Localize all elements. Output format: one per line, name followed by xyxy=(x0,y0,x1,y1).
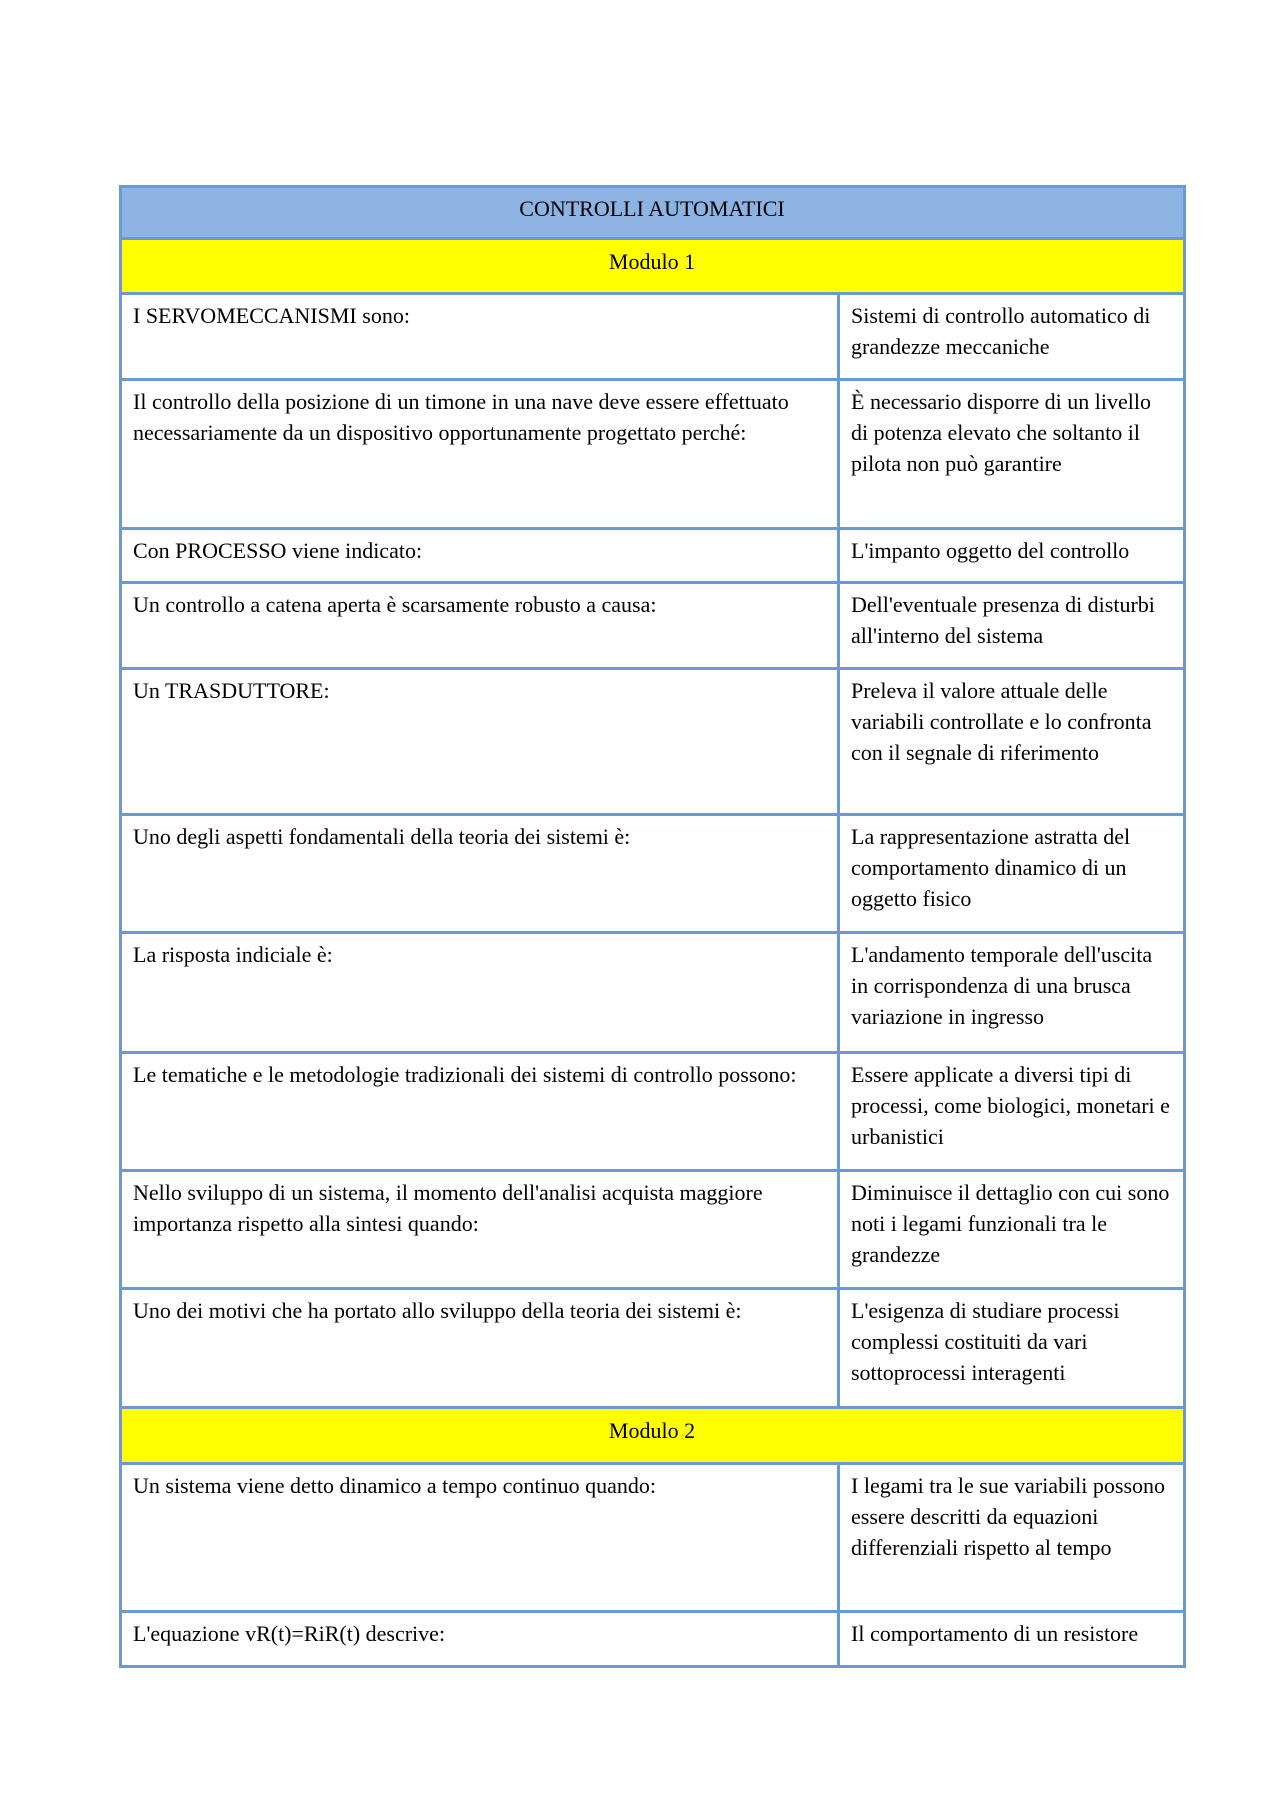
module-header: Modulo 1 xyxy=(121,239,1185,294)
table-row xyxy=(121,583,1185,669)
table-row xyxy=(121,933,1185,1053)
table-row xyxy=(121,529,1185,583)
module-header: Modulo 2 xyxy=(121,1408,1185,1464)
question-cell: Un TRASDUTTORE: xyxy=(121,669,839,815)
table-row xyxy=(121,1464,1185,1612)
table-row xyxy=(121,1171,1185,1289)
table-row xyxy=(121,1289,1185,1408)
title-row xyxy=(121,187,1185,239)
table-row xyxy=(121,815,1185,933)
table-row xyxy=(121,1612,1185,1667)
answer-cell: Sistemi di controllo automatico di grandezze meccaniche xyxy=(839,294,1185,380)
answer-cell: La rappresentazione astratta del comportamento dinamico di un oggetto fisico xyxy=(839,815,1185,933)
table-row xyxy=(121,294,1185,380)
question-cell: L'equazione vR(t)=RiR(t) descrive: xyxy=(121,1612,839,1667)
answer-cell: È necessario disporre di un livello di potenza elevato che soltanto il pilota non può garantire xyxy=(839,380,1185,529)
question-cell: Uno degli aspetti fondamentali della teoria dei sistemi è: xyxy=(121,815,839,933)
table-row xyxy=(121,380,1185,529)
answer-cell: Essere applicate a diversi tipi di processi, come biologici, monetari e urbanistici xyxy=(839,1053,1185,1171)
answer-cell: L'esigenza di studiare processi complessi costituiti da vari sottoprocessi interagenti xyxy=(839,1289,1185,1408)
answer-cell: I legami tra le sue variabili possono essere descritti da equazioni differenziali rispetto al tempo xyxy=(839,1464,1185,1612)
module-row xyxy=(121,1408,1185,1464)
answer-cell: Dell'eventuale presenza di disturbi all'interno del sistema xyxy=(839,583,1185,669)
question-cell: Nello sviluppo di un sistema, il momento dell'analisi acquista maggiore importanza rispetto alla sintesi quando: xyxy=(121,1171,839,1289)
table-row xyxy=(121,669,1185,815)
answer-cell: Il comportamento di un resistore xyxy=(839,1612,1185,1667)
table-row xyxy=(121,1053,1185,1171)
question-cell: Le tematiche e le metodologie tradizionali dei sistemi di controllo possono: xyxy=(121,1053,839,1171)
question-cell: La risposta indiciale è: xyxy=(121,933,839,1053)
question-cell: Un sistema viene detto dinamico a tempo continuo quando: xyxy=(121,1464,839,1612)
qa-table xyxy=(119,185,1186,1668)
question-cell: Il controllo della posizione di un timone in una nave deve essere effettuato necessariamente da un dispositivo opportunamente progettato perché: xyxy=(121,380,839,529)
question-cell: Con PROCESSO viene indicato: xyxy=(121,529,839,583)
answer-cell: L'impanto oggetto del controllo xyxy=(839,529,1185,583)
question-cell: Uno dei motivi che ha portato allo sviluppo della teoria dei sistemi è: xyxy=(121,1289,839,1408)
answer-cell: Preleva il valore attuale delle variabili controllate e lo confronta con il segnale di riferimento xyxy=(839,669,1185,815)
answer-cell: Diminuisce il dettaglio con cui sono noti i legami funzionali tra le grandezze xyxy=(839,1171,1185,1289)
question-cell: Un controllo a catena aperta è scarsamente robusto a causa: xyxy=(121,583,839,669)
module-row xyxy=(121,239,1185,294)
question-cell: I SERVOMECCANISMI sono: xyxy=(121,294,839,380)
qa-table-container xyxy=(119,185,1186,1668)
answer-cell: L'andamento temporale dell'uscita in corrispondenza di una brusca variazione in ingresso xyxy=(839,933,1185,1053)
table-title: CONTROLLI AUTOMATICI xyxy=(121,187,1185,239)
